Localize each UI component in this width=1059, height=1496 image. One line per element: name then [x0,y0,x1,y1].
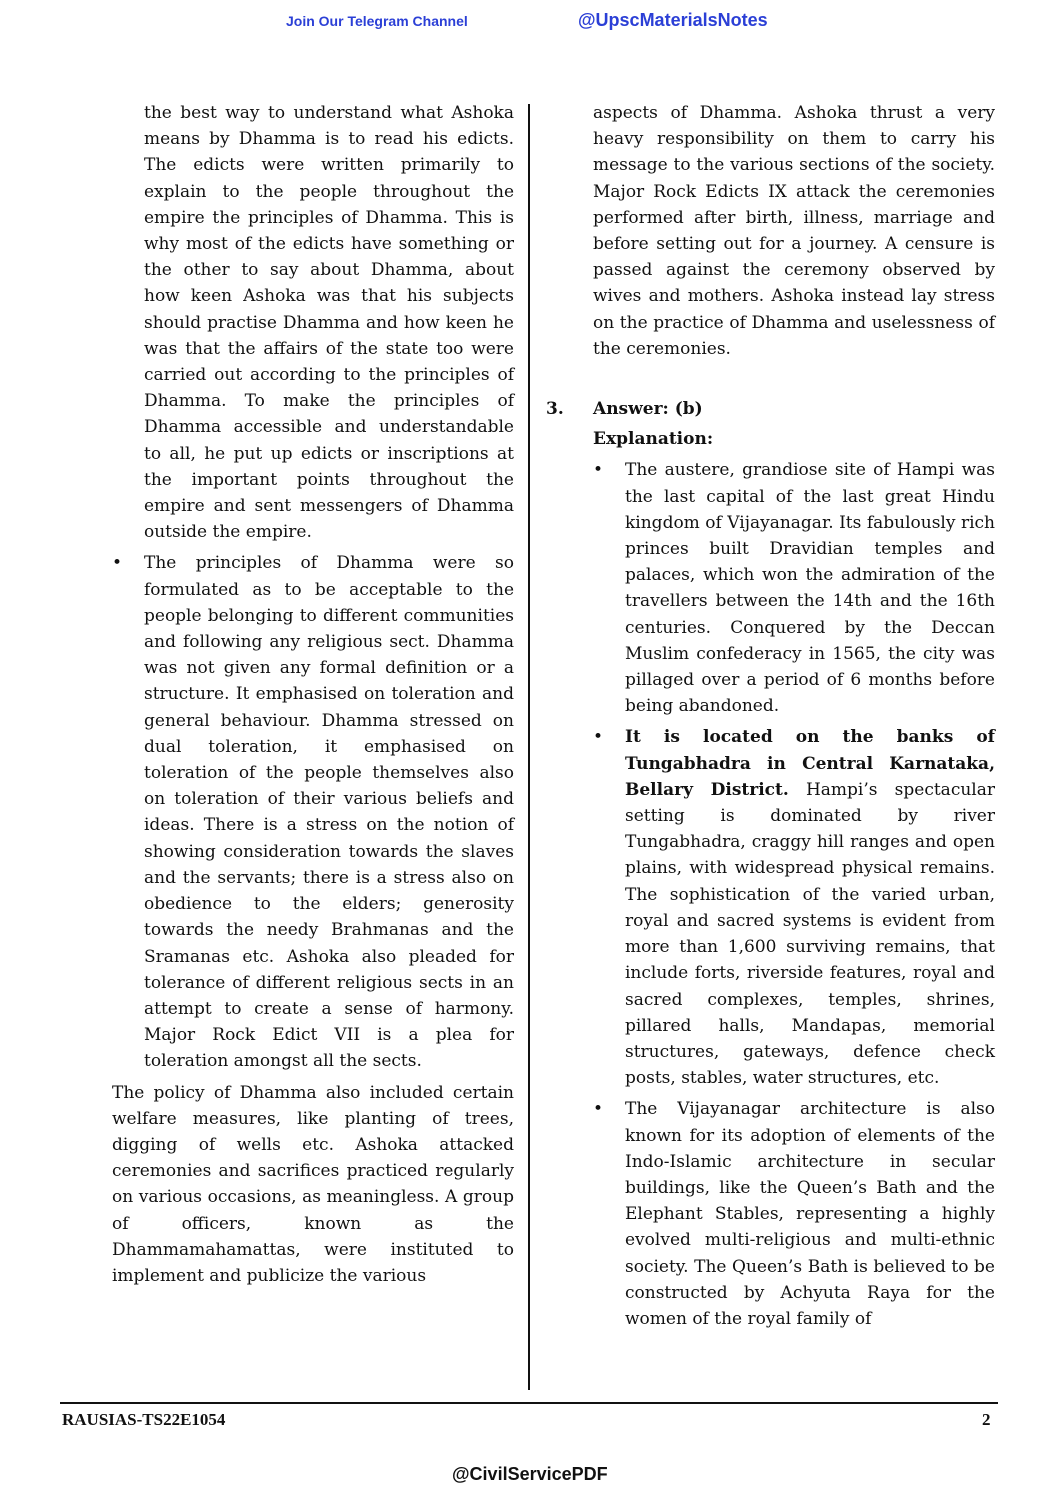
vijayanagar-architecture-bullet-item [593,1096,995,1332]
left-column [112,100,514,1289]
dhamma-principles-bullet-item [112,550,514,1074]
question-number: 3. [546,399,564,420]
footer-rule [60,1402,998,1404]
welfare-measures-paragraph: The policy of Dhamma also included certain welfare measures, like planting of trees, digging of wells etc. Ashoka attacked ceremonies and sacrifices practiced regularly on various occasions, as meaningless. A group of officers, known as the Dhammamahamattas, were instituted to implement and publicize the various [112,1082,514,1286]
hampi-location-rest-text: Hampi’s spectacular setting is dominated by river Tungabhadra, craggy hill ranges and open plains, with widespread physical remains. The sophistication of the varied urban, royal and sacred systems is evident from more than 1,600 surviving remains, that include forts, riverside features, royal and sacred complexes, temples, shrines, pillared halls, Mandapas, memorial structures, gateways, defence check posts, stables, water structures, etc. [625,779,995,1089]
hampi-capital-paragraph: The austere, grandiose site of Hampi was the last capital of the last great Hindu kingdom of Vijayanagar. Its fabulously rich princes built Dravidian temples and palaces, which won the admiration of the travellers between the 14th and the 16th centuries. Conquered by the Deccan Muslim confederacy in 1565, the city was pillaged over a period of 6 months before being abandoned. [625,460,995,717]
dhamma-principles-paragraph: The principles of Dhamma were so formulated as to be acceptable to the people belonging to different communities and following any religious sect. Dhamma was not given any formal definition or a structure. It emphasised on toleration and general behaviour. Dhamma stressed on dual toleration, it emphasised on toleration of the people themselves also on toleration of their various beliefs and ideas. There is a stress on the notion of showing consideration towards the slaves and the servants; there is a stress also on obedience to the elders; generosity towards the needy Brahmanas and the Sramanas etc. Ashoka also pleaded for tolerance of different religious sects in an attempt to create a sense of harmony. Major Rock Edict VII is a plea for toleration amongst all the sects. [144,553,514,1072]
column-divider [528,104,530,1390]
document-code: RAUSIAS-TS22E1054 [62,1410,226,1429]
bullet-icon: • [593,1099,604,1120]
hampi-location-bold-text: It is located on the banks of Tungabhadra in Central Karnataka, Bellary District. [625,727,995,800]
hampi-capital-bullet-item [593,457,995,719]
vijayanagar-architecture-paragraph: The Vijayanagar architecture is also known for its adoption of elements of the Indo-Islamic architecture in secular buildings, like the Queen’s Bath and the Elephant Stables, representing a highly evolved multi-religious and multi-ethnic society. The Queen’s Bath is believed to be constructed by Achyuta Raya for the women of the royal family of [625,1099,995,1329]
telegram-channel-banner: Join Our Telegram Channel [286,13,468,29]
bullet-icon: • [593,460,604,481]
bullet-icon: • [112,553,123,574]
hampi-location-paragraph [625,724,995,1091]
bullet-icon: • [593,727,604,748]
telegram-handle-banner: @UpscMaterialsNotes [578,10,768,30]
civil-service-pdf-banner: @CivilServicePDF [452,1464,608,1484]
dhamma-edicts-paragraph: the best way to understand what Ashoka means by Dhamma is to read his edicts. The edicts were written primarily to explain to the people throughout the empire the principles of Dhamma. This is why most of the edicts have something or the other to say about Dhamma, about how keen Ashoka was that his subjects should practise Dhamma and how keen he was that the affairs of the state too were carried out according to the principles of Dhamma. To make the principles of Dhamma accessible and understandable to all, he put up edicts or inscriptions at the important points throughout the empire and sent messengers of Dhamma outside the empire. [144,103,514,543]
question-3-block [546,396,995,452]
page-number: 2 [982,1410,991,1429]
hampi-location-bullet-item [593,724,995,1091]
dhamma-ceremonies-paragraph: aspects of Dhamma. Ashoka thrust a very heavy responsibility on them to carry his message to the various sections of the society. Major Rock Edicts IX attack the ceremonies performed after birth, illness, marriage and before setting out for a journey. A censure is passed against the ceremony observed by wives and mothers. Ashoka instead lay stress on the practice of Dhamma and uselessness of the ceremonies. [593,103,995,359]
explanation-label: Explanation: [593,429,714,450]
answer-line: Answer: (b) [593,399,703,420]
right-column [546,100,995,1332]
